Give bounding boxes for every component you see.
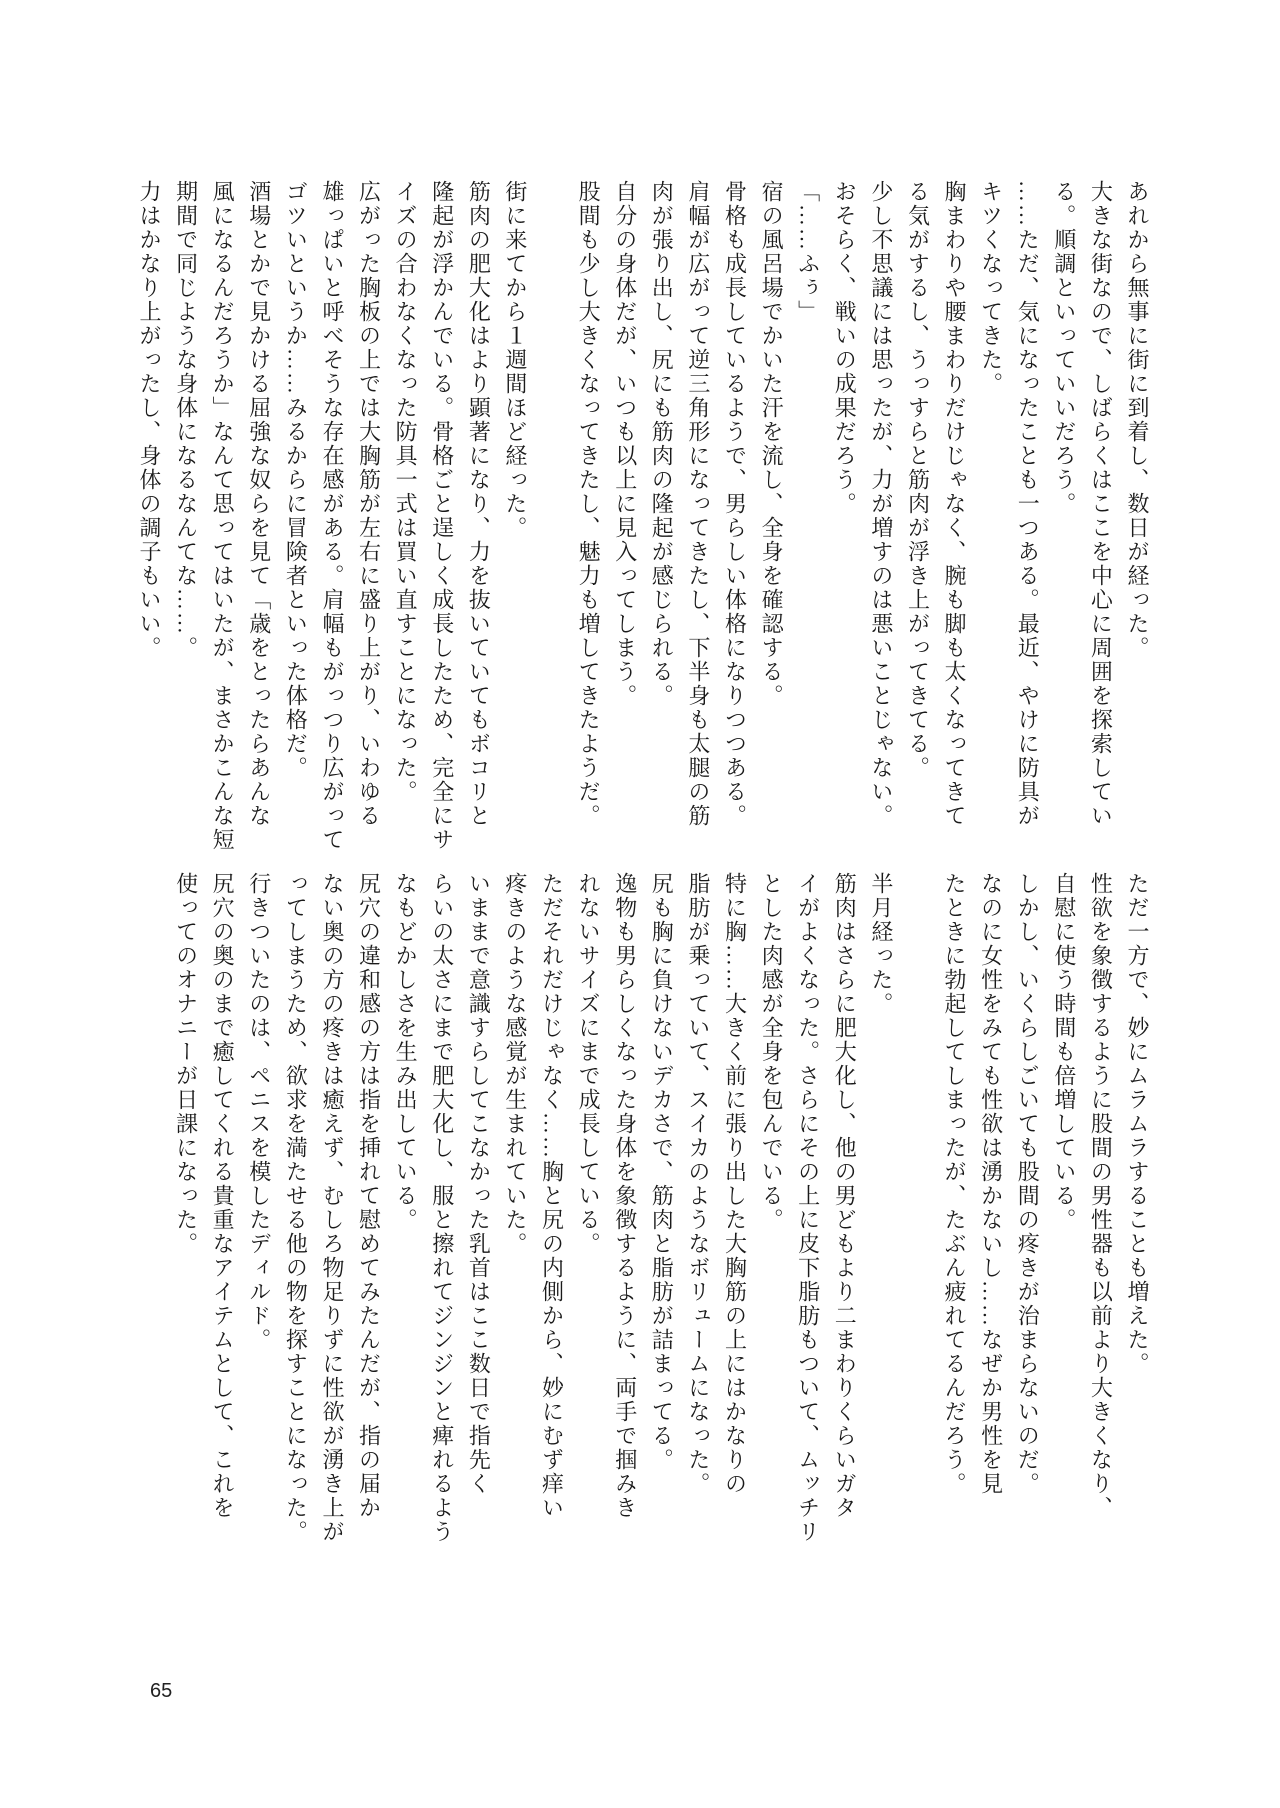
text-line: 自分の身体だが、いつも以上に見入ってしまう。 xyxy=(612,180,638,708)
text-line: らいの太さにまで肥大化し、服と擦れてジンジンと痺れるよう xyxy=(429,872,455,1544)
text-line: 半月経った。 xyxy=(868,872,894,1016)
text-line: 少し不思議には思ったが、力が増すのは悪いことじゃない。 xyxy=(868,180,894,828)
text-line: しかし、いくらしごいても股間の疼きが治まらないのだ。 xyxy=(1015,872,1041,1496)
text-line: 肉が張り出し、尻にも筋肉の隆起が感じられる。 xyxy=(649,180,675,708)
text-line: ただそれだけじゃなく……胸と尻の内側から、妙にむず痒い xyxy=(539,872,565,1520)
text-line: 自慰に使う時間も倍増している。 xyxy=(1051,872,1077,1232)
text-line: なのに女性をみても性欲は湧かないし……なぜか男性を見 xyxy=(978,872,1004,1496)
text-line: 広がった胸板の上では大胸筋が左右に盛り上がり、いわゆる xyxy=(356,180,382,828)
text-line: ……ただ、気になったことも一つある。最近、やけに防具が xyxy=(1015,180,1041,828)
text-line: 行きついたのは、ペニスを模したディルド。 xyxy=(246,872,272,1352)
text-line: 期間で同じような身体になるなんてな……。 xyxy=(173,180,199,660)
text-line: いままで意識すらしてこなかった乳首はここ数日で指先く xyxy=(466,872,492,1496)
text-line: 筋肉はさらに肥大化し、他の男どもより二まわりくらいガタ xyxy=(832,872,858,1520)
text-line: イがよくなった。さらにその上に皮下脂肪もついて、ムッチリ xyxy=(795,872,821,1544)
text-line: 雄っぱいと呼べそうな存在感がある。肩幅もがっつり広がって xyxy=(319,180,345,852)
text-line: 力はかなり上がったし、身体の調子もいい。 xyxy=(136,180,162,660)
text-line: 骨格も成長しているようで、男らしい体格になりつつある。 xyxy=(722,180,748,828)
text-line: れないサイズにまで成長している。 xyxy=(576,872,602,1256)
text-line: イズの合わなくなった防具一式は買い直すことになった。 xyxy=(393,180,419,804)
text-line: 宿の風呂場でかいた汗を流し、全身を確認する。 xyxy=(759,180,785,708)
text-line: ってしまうため、欲求を満たせる他の物を探すことになった。 xyxy=(283,872,309,1544)
page-number: 65 xyxy=(150,1680,173,1702)
text-line: 逸物も男らしくなった身体を象徴するように、両手で掴みき xyxy=(612,872,638,1520)
text-line: 尻穴の奥のまで癒してくれる貴重なアイテムとして、これを xyxy=(210,872,236,1520)
text-line: 使ってのオナニーが日課になった。 xyxy=(173,872,199,1256)
text-line: おそらく、戦いの成果だろう。 xyxy=(832,180,858,516)
text-line: 街に来てから１週間ほど経った。 xyxy=(502,180,528,540)
text-block-top xyxy=(130,180,1155,860)
text-line: 肩幅が広がって逆三角形になってきたし、下半身も太腿の筋 xyxy=(685,180,711,828)
text-line: 股間も少し大きくなってきたし、魅力も増してきたようだ。 xyxy=(576,180,602,828)
text-line: る。順調といっていいだろう。 xyxy=(1051,180,1077,516)
text-line: ない奥の方の疼きは癒えず、むしろ物足りずに性欲が湧き上が xyxy=(319,872,345,1544)
text-line: 疼きのような感覚が生まれていた。 xyxy=(502,872,528,1256)
text-line: たときに勃起してしまったが、たぶん疲れてるんだろう。 xyxy=(942,872,968,1496)
text-line: 特に胸……大きく前に張り出した大胸筋の上にはかなりの xyxy=(722,872,748,1496)
text-line: 大きな街なので、しばらくはここを中心に周囲を探索してい xyxy=(1088,180,1114,828)
text-line: 隆起が浮かんでいる。骨格ごと逞しく成長したため、完全にサ xyxy=(429,180,455,852)
text-line: キツくなってきた。 xyxy=(978,180,1004,396)
text-line: 「……ふぅ」 xyxy=(795,180,821,324)
text-line: とした肉感が全身を包んでいる。 xyxy=(759,872,785,1232)
text-line: 風になるんだろうか」なんて思ってはいたが、まさかこんな短 xyxy=(210,180,236,852)
text-line: なもどかしさを生み出している。 xyxy=(393,872,419,1232)
text-line: ゴツいというか……みるからに冒険者といった体格だ。 xyxy=(283,180,309,780)
text-line: あれから無事に街に到着し、数日が経った。 xyxy=(1125,180,1150,660)
text-line: 胸まわりや腰まわりだけじゃなく、腕も脚も太くなってきて xyxy=(942,180,968,828)
text-line: 筋肉の肥大化はより顕著になり、力を抜いていてもボコリと xyxy=(466,180,492,828)
text-line: 尻穴の違和感の方は指を挿れて慰めてみたんだが、指の届か xyxy=(356,872,382,1520)
text-line: 尻も胸に負けないデカさで、筋肉と脂肪が詰まってる。 xyxy=(649,872,675,1472)
text-line: 脂肪が乗っていて、スイカのようなボリュームになった。 xyxy=(685,872,711,1496)
text-line: 性欲を象徴するように股間の男性器も以前より大きくなり、 xyxy=(1088,872,1114,1520)
text-line: る気がするし、うっすらと筋肉が浮き上がってきてる。 xyxy=(905,180,931,780)
text-line: 酒場とかで見かける屈強な奴らを見て「歳をとったらあんな xyxy=(246,180,272,828)
text-line: ただ一方で、妙にムラムラすることも増えた。 xyxy=(1125,872,1150,1376)
text-block-bottom xyxy=(167,872,1155,1552)
blank-line xyxy=(533,180,570,860)
blank-line xyxy=(899,872,936,1552)
